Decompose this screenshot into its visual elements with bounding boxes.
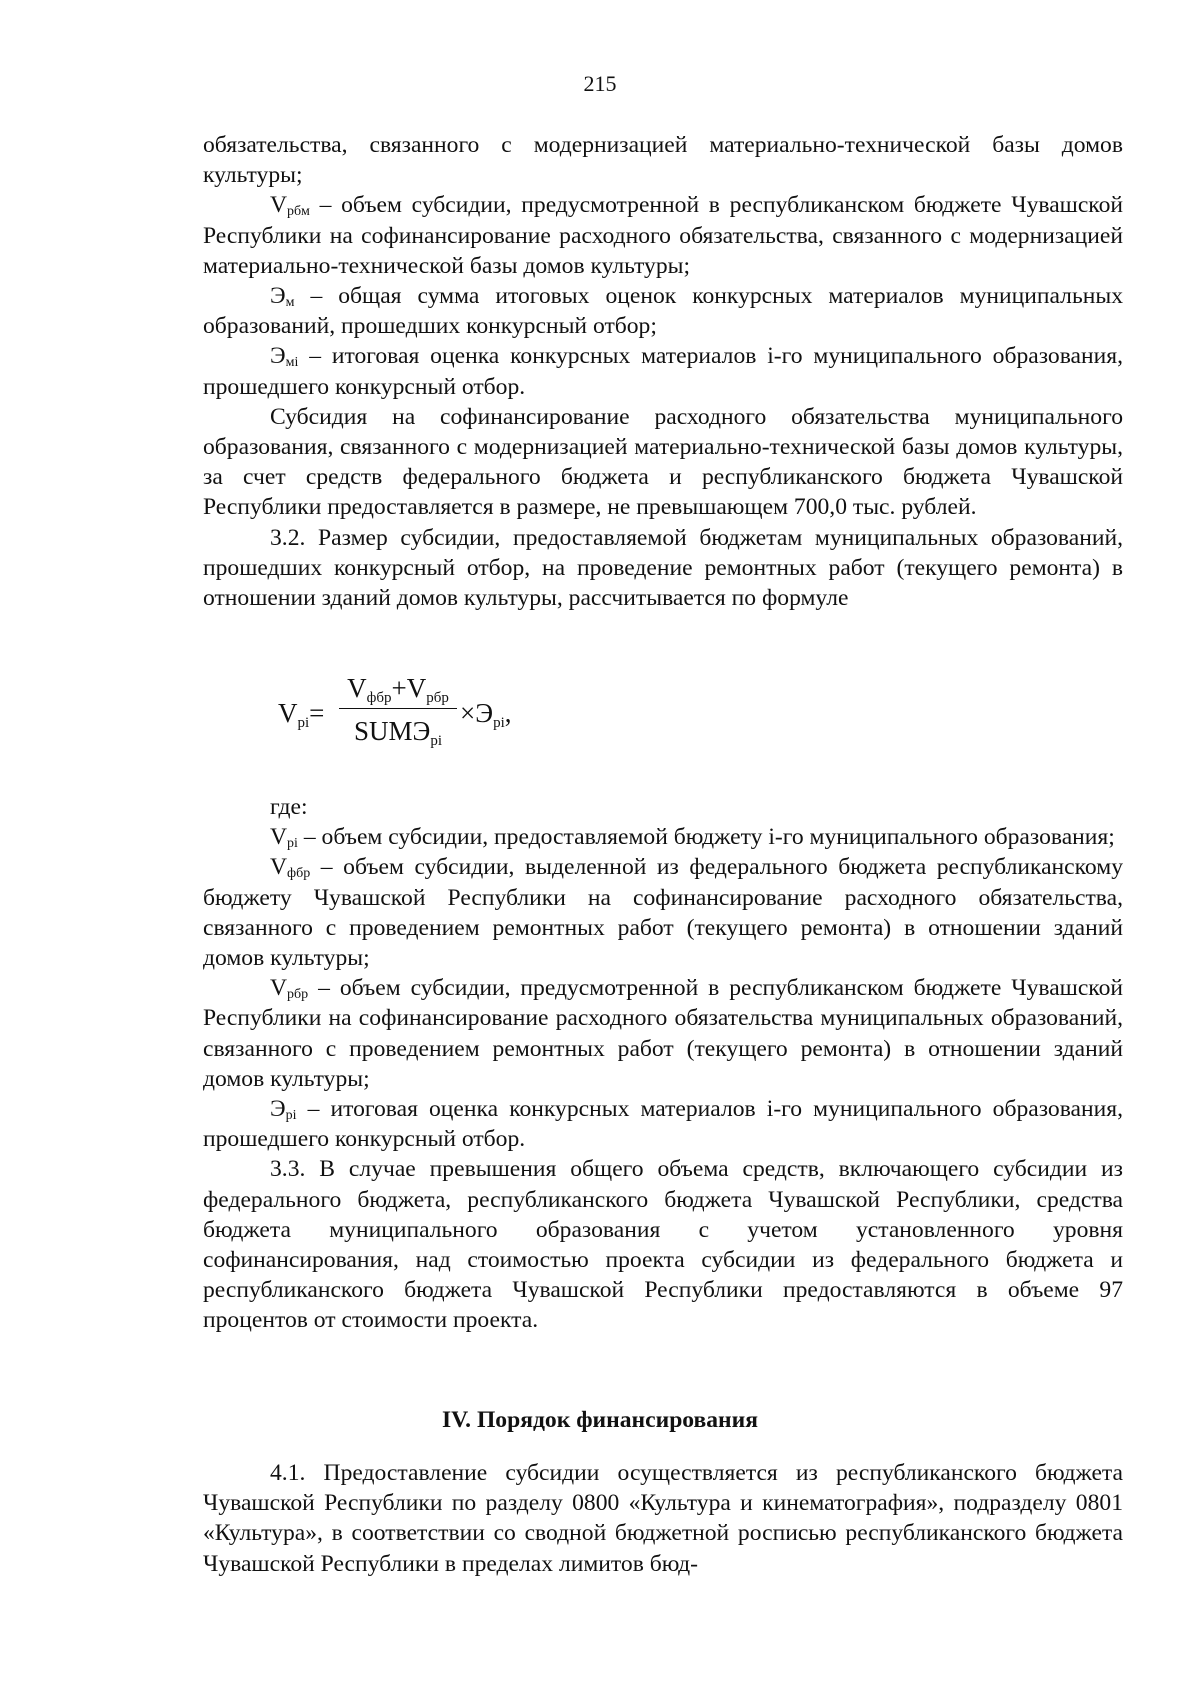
text-block-lower: [203, 1458, 1123, 1579]
paragraph-3-3: 3.3. В случае превышения общего объема средств, включающего субсидии из федерального бюджета, республиканского бюджета Чувашской Республики, средства бюджета муниципального образования с учетом установленного уровня софинансирования, над стоимостью проекта субсидии из федерального бюджета и республиканского бюджета Чувашской Республики предоставляются в объеме 97 процентов от стоимости проекта.: [203, 1156, 1123, 1334]
definition-v-rbm: $V_{рбм}$ – объем субсидии, предусмотренной в республиканском бюджете Чувашской Республики на софинансирование расходного обязательства, связанного с модернизацией материально-технической базы домов культуры;: [203, 192, 1123, 279]
formula-rhs: $\times Э_{pi}$,: [460, 698, 512, 731]
formula-denominator: $SUMЭ_{pi}$: [353, 716, 443, 749]
definition-e-pi: $Э_{pi}$ – итоговая оценка конкурсных материалов i-го муниципального образования, прошедшего конкурсный отбор.: [203, 1096, 1123, 1153]
paragraph-3-2: 3.2. Размер субсидии, предоставляемой бюджетам муниципальных образований, прошедших конкурсный отбор, на проведение ремонтных работ (текущего ремонта) в отношении зданий домов культуры, рассчитывается по формуле: [203, 524, 1123, 612]
text-block-middle: [203, 792, 1123, 1336]
formula-numerator: $V_{фбр}+V_{рбр}$: [347, 673, 449, 706]
page-number: 215: [583, 71, 617, 96]
fraction-bar: [339, 708, 457, 709]
definition-e-mi: $Э_{мi}$ – итоговая оценка конкурсных материалов i-го муниципального образования, прошедшего конкурсный отбор.: [203, 343, 1123, 400]
definition-e-m: $Э_м$ – общая сумма итоговых оценок конкурсных материалов муниципальных образований, прошедших конкурсный отбор;: [203, 283, 1123, 340]
text-block-upper: [203, 130, 1123, 613]
definition-v-fbr: $V_{фбр}$ – объем субсидии, выделенной из федерального бюджета республиканскому бюджету Чувашской Республики на софинансирование расходного обязательства, связанного с проведением ремонтных работ (текущего ремонта) в отношении зданий домов культуры;: [203, 854, 1123, 972]
definition-v-rbr: $V_{рбр}$ – объем субсидии, предусмотренной в республиканском бюджете Чувашской Республики на софинансирование расходного обязательства муниципальных образований, связанного с проведением ремонтных работ (текущего ремонта) в отношении зданий домов культуры;: [203, 975, 1123, 1092]
paragraph-continuation: обязательства, связанного с модернизацией материально-технической базы домов культуры;: [203, 132, 1123, 189]
paragraph-subsidy-limit: Субсидия на софинансирование расходного обязательства муниципального образования, связанного с модернизацией материально-технической базы домов культуры, за счет средств федерального бюджета и республиканского бюджета Чувашской Республики предоставляется в размере, не превышающем 700,0 тыс. рублей.: [203, 403, 1123, 521]
paragraph-where: где:: [270, 794, 308, 820]
formula-fraction: [339, 670, 457, 749]
definition-v-pi: $V_{pi}$ – объем субсидии, предоставляемой бюджету i-го муниципального образования;: [270, 824, 1115, 852]
paragraph-4-1: 4.1. Предоставление субсидии осуществляется из республиканского бюджета Чувашской Республики по разделу 0800 «Культура и кинематография», подразделу 0801 «Культура», в соответствии со сводной бюджетной росписью республиканского бюджета Чувашской Республики в пределах лимитов бюд-: [203, 1460, 1123, 1577]
formula-lhs: $V_{pi}=$: [278, 698, 325, 731]
section-title: IV. Порядок финансирования: [441, 1407, 759, 1433]
subsidy-formula: [276, 670, 576, 780]
